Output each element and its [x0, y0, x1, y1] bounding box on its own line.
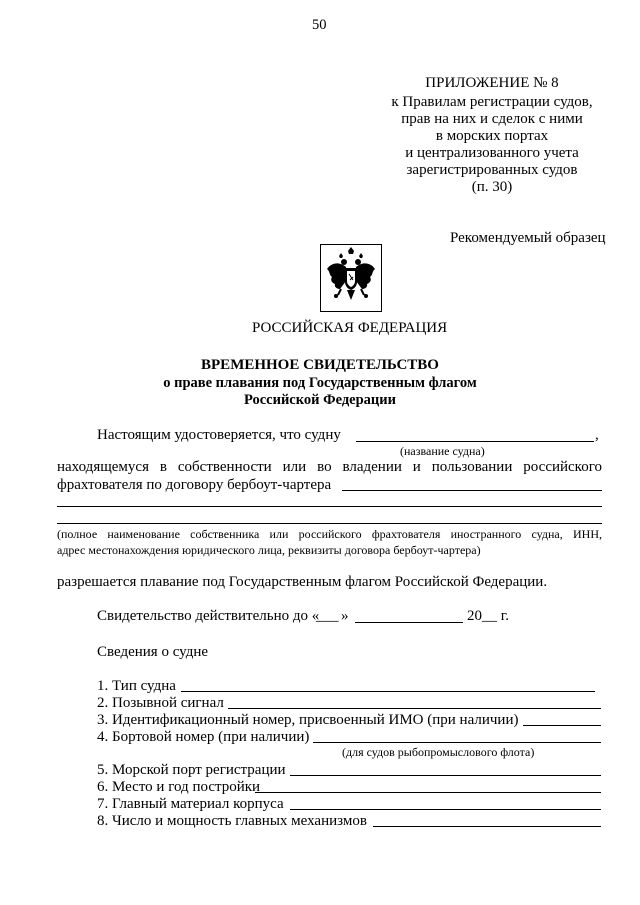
appendix-line: и централизованного учета — [405, 145, 579, 161]
item-imo-number: 3. Идентификационный номер, присвоенный ИМО (при наличии) — [97, 712, 519, 728]
doc-subtitle: о праве плавания под Государственным флагом — [163, 375, 477, 391]
owner-text: фрахтователя по договору бербоут-чартера — [57, 477, 332, 493]
owner-hint: адрес местонахождения юридического лица, реквизиты договора бербоут-чартера) — [57, 543, 481, 557]
owner-text: находящемуся в собственности или во владении и пользовании российского — [57, 459, 602, 475]
engines-field[interactable] — [373, 826, 601, 827]
hull-material-field[interactable] — [290, 809, 601, 810]
port-field[interactable] — [290, 775, 601, 776]
item-engines: 8. Число и мощность главных механизмов — [97, 813, 367, 829]
ship-name-field[interactable] — [356, 441, 594, 442]
owner-field-line3[interactable] — [57, 523, 602, 524]
ship-type-field[interactable] — [181, 691, 595, 692]
item-port: 5. Морской порт регистрации — [97, 762, 286, 778]
permission-text: разрешается плавание под Государственным флагом Российской Федерации. — [57, 574, 548, 590]
certify-comma: , — [595, 427, 599, 443]
appendix-line: в морских портах — [435, 128, 549, 144]
item-call-sign: 2. Позывной сигнал — [97, 695, 224, 711]
appendix-line: (п. 30) — [471, 179, 513, 195]
item-hull-material: 7. Главный материал корпуса — [97, 796, 284, 812]
valid-day-field[interactable]: ___ — [316, 608, 339, 624]
certify-text: Настоящим удостоверяется, что судну — [97, 427, 341, 443]
valid-month-field[interactable] — [355, 622, 463, 623]
build-place-field[interactable] — [255, 792, 601, 793]
side-number-field[interactable] — [313, 742, 601, 743]
appendix-title: ПРИЛОЖЕНИЕ № 8 — [425, 75, 559, 91]
owner-hint: (полное наименование собственника или российского фрахтователя иностранного судна, ИНН, — [57, 527, 602, 541]
item-ship-type: 1. Тип судна — [97, 678, 176, 694]
valid-year-field[interactable]: 20__ г. — [467, 608, 509, 624]
imo-number-field[interactable] — [523, 725, 601, 726]
side-number-hint: (для судов рыбопромыслового флота) — [342, 745, 535, 759]
appendix-line: прав на них и сделок с ними — [401, 111, 583, 127]
recommended-label: Рекомендуемый образец — [450, 230, 606, 246]
item-build-place: 6. Место и год постройки — [97, 779, 261, 795]
valid-until-label: Свидетельство действительно до « — [97, 608, 320, 624]
valid-quote-close: » — [341, 608, 349, 624]
info-title: Сведения о судне — [97, 644, 209, 660]
coat-of-arms-icon — [320, 244, 382, 312]
ship-name-hint: (название судна) — [400, 444, 485, 458]
owner-field[interactable] — [342, 490, 602, 491]
page-number: 50 — [312, 17, 327, 33]
country-name: РОССИЙСКАЯ ФЕДЕРАЦИЯ — [252, 320, 448, 336]
call-sign-field[interactable] — [228, 708, 601, 709]
doc-title: ВРЕМЕННОЕ СВИДЕТЕЛЬСТВО — [201, 357, 439, 373]
appendix-line: зарегистрированных судов — [406, 162, 578, 178]
item-side-number: 4. Бортовой номер (при наличии) — [97, 729, 310, 745]
appendix-line: к Правилам регистрации судов, — [391, 94, 593, 110]
doc-subtitle: Российской Федерации — [243, 392, 396, 408]
owner-field-line2[interactable] — [57, 506, 602, 507]
